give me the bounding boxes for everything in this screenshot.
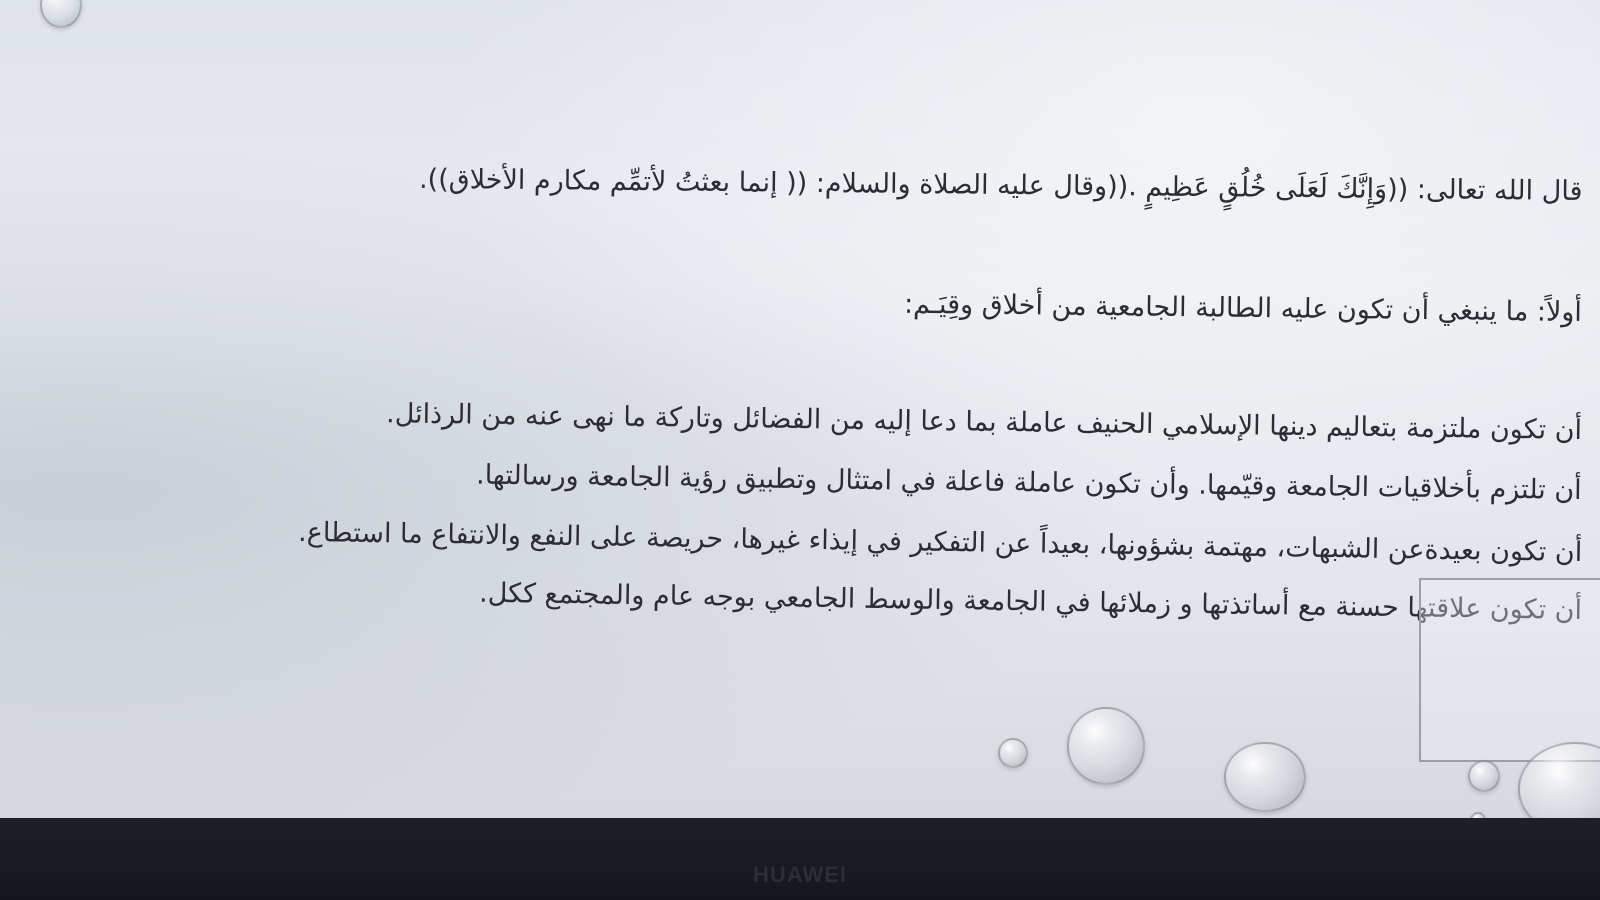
point-1: أن تكون ملتزمة بتعاليم دينها الإسلامي الحنيف عاملة بما دعا إليه من الفضائل وتاركة ما نهى عنه من الرذائل. <box>385 398 1583 446</box>
water-droplet <box>1468 760 1500 792</box>
verse-quote-line: قال الله تعالى: ((وَإِنَّكَ لَعَلَى خُلُقٍ عَظِيمٍ .((وقال عليه الصلاة والسلام: (( إنما بعثتُ لأتمِّم مكارم الأخلاق)). <box>418 163 1583 207</box>
water-droplet <box>998 738 1028 768</box>
brand-logo: HUAWEI <box>753 862 847 887</box>
water-droplet <box>1067 707 1145 785</box>
point-4: أن تكون علاقتها حسنة مع أساتذتها و زملائها في الجامعة والوسط الجامعي بوجه عام والمجتمع ككل. <box>478 577 1583 626</box>
water-droplet <box>40 0 82 28</box>
point-2: أن تلتزم بأخلاقيات الجامعة وقيّمها. وأن تكون عاملة فاعلة في امتثال وتطبيق رؤية الجامعة ورسالتها. <box>476 459 1583 506</box>
selection-rectangle <box>1419 578 1600 762</box>
section-heading: أولاً: ما ينبغي أن تكون عليه الطالبة الجامعية من أخلاق وقِيَـم: <box>903 288 1583 328</box>
point-3: أن تكون بعيدةعن الشبهات، مهتمة بشؤونها، بعيداً عن التفكير في إيذاء غيرها، حريصة على النفع والانتفاع ما استطاع. <box>297 516 1583 568</box>
water-droplet <box>1224 742 1306 812</box>
